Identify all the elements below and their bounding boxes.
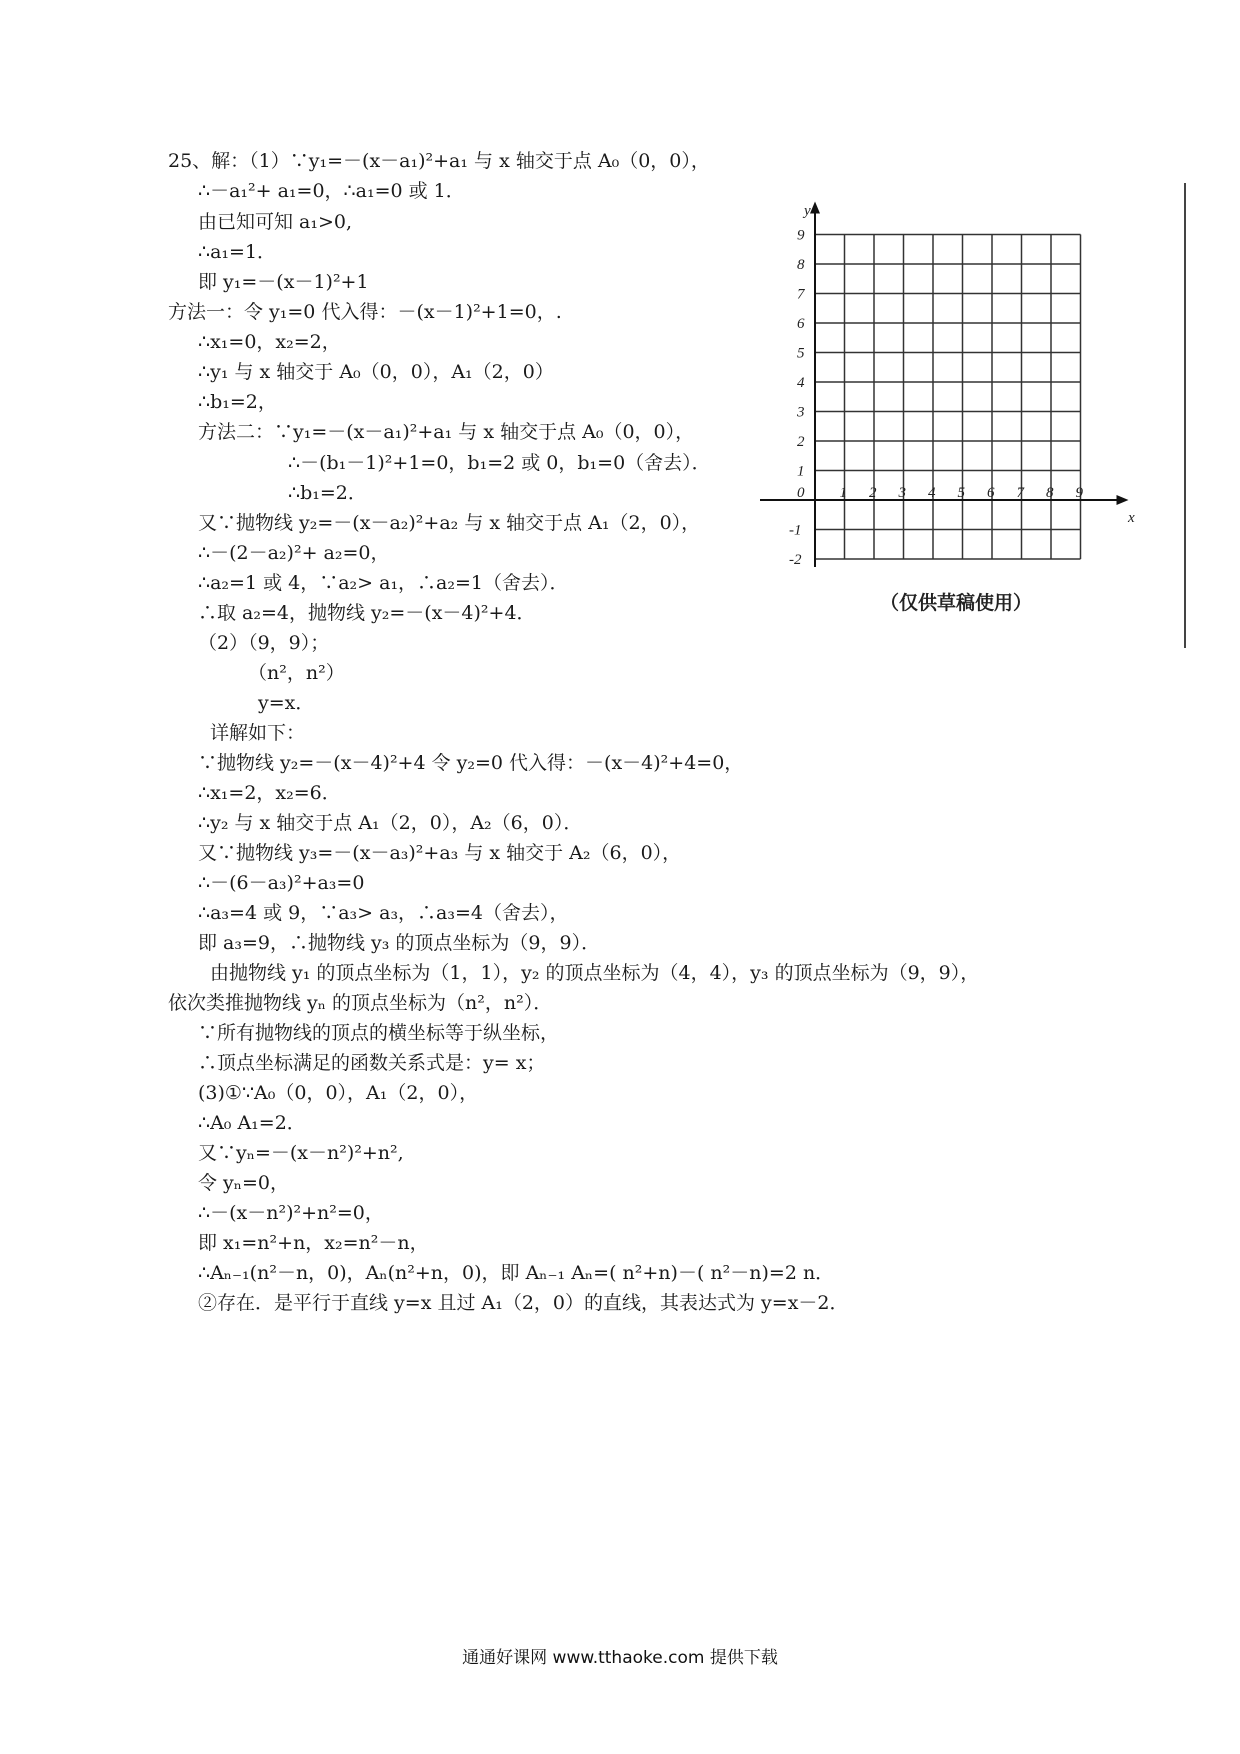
solution-line: ∴x₁=2，x₂=6． (198, 782, 341, 804)
x-tick-label: 9 (1075, 485, 1083, 501)
x-tick-label: 1 (839, 485, 847, 501)
y-tick-labels (789, 228, 806, 569)
solution-line: ∴－(x－n²)²+n²=0， (198, 1202, 384, 1224)
x-tick-label: 6 (987, 485, 995, 501)
page-footer: 通通好课网 www.tthaoke.com 提供下载 (462, 1648, 778, 1668)
solution-line: 令 yₙ=0， (198, 1172, 290, 1194)
solution-line: 由已知可知 a₁>0, (198, 211, 353, 233)
solution-line: ∵所有抛物线的顶点的横坐标等于纵坐标， (198, 1022, 560, 1044)
solution-line: ∴a₃=4 或 9，∵a₃> a₃，∴a₃=4（舍去）， (198, 902, 569, 924)
solution-line: ∴y₂ 与 x 轴交于点 A₁（2，0），A₂（6，0）． (198, 812, 583, 834)
solution-line: ∴b₁=2， (198, 391, 277, 413)
solution-line: ∴A₀ A₁=2． (198, 1112, 306, 1134)
y-axis-label: y (804, 203, 811, 219)
axes (760, 202, 1129, 568)
vertical-rule (1184, 183, 1186, 648)
solution-line: 依次类推抛物线 yₙ 的顶点坐标为（n²，n²）． (168, 992, 553, 1014)
grid-lines (815, 235, 1081, 560)
solution-line: ∴a₁=1． (198, 241, 277, 263)
solution-line: ∵抛物线 y₂=－(x－4)²+4 令 y₂=0 代入得：－(x－4)²+4=0， (198, 752, 744, 774)
solution-line: ∴取 a₂=4，抛物线 y₂=－(x－4)²+4． (198, 602, 536, 624)
x-tick-label: 4 (928, 485, 936, 501)
y-tick-label: 8 (797, 257, 805, 273)
x-axis-arrow (1117, 495, 1129, 505)
x-tick-label: 8 (1046, 485, 1054, 501)
solution-line: 即 x₁=n²+n，x₂=n²－n， (198, 1232, 429, 1254)
solution-line: 25、解：（1）∵y₁=－(x－a₁)²+a₁ 与 x 轴交于点 A₀（0，0）， (168, 150, 710, 172)
solution-line: 又∵yₙ=－(x－n²)²+n², (198, 1142, 404, 1164)
solution-line: ②存在．是平行于直线 y=x 且过 A₁（2，0）的直线，其表达式为 y=x－2． (198, 1292, 849, 1314)
y-tick-label: 2 (797, 434, 805, 450)
y-tick-label: 5 (797, 345, 805, 362)
solution-line: y=x． (258, 692, 315, 714)
coordinate-grid-figure (760, 200, 1160, 590)
solution-line: 方法二：∵y₁=－(x－a₁)²+a₁ 与 x 轴交于点 A₀（0，0）， (198, 421, 695, 443)
y-tick-label: 9 (797, 227, 805, 244)
solution-line: ∴x₁=0，x₂=2， (198, 331, 341, 353)
solution-line: ∴y₁ 与 x 轴交于 A₀（0，0），A₁（2，0） (198, 361, 554, 383)
solution-line: ∴a₂=1 或 4，∵a₂> a₁，∴a₂=1（舍去）． (198, 572, 569, 594)
y-tick-label: 7 (797, 286, 805, 303)
solution-line: ∴－a₁²+ a₁=0，∴a₁=0 或 1． (198, 180, 465, 202)
solution-line: 即 a₃=9，∴抛物线 y₃ 的顶点坐标为（9，9）． (198, 932, 601, 954)
y-tick-label: 6 (797, 316, 805, 332)
x-tick-label: 7 (1016, 485, 1024, 501)
x-tick-label: 5 (957, 485, 965, 501)
y-axis-arrow (810, 202, 820, 214)
solution-line: 详解如下： (210, 722, 306, 744)
y-tick-label: 3 (797, 404, 805, 421)
x-tick-label: 2 (869, 485, 877, 501)
solution-line: 即 y₁=－(x－1)²+1 (198, 271, 369, 293)
solution-line: （2）（9，9）； (198, 632, 330, 654)
solution-line: ∴－(2－a₂)²+ a₂=0， (198, 542, 390, 564)
solution-line: ∴b₁=2． (288, 482, 367, 504)
solution-line: （n²，n²） (248, 662, 345, 684)
solution-line: ∴Aₙ₋₁(n²－n，0)，Aₙ(n²+n，0)，即 Aₙ₋₁ Aₙ=( n²+n)－( n²－n)=2 n． (198, 1262, 835, 1284)
y-tick-label: -2 (789, 552, 802, 568)
y-tick-label: -1 (789, 522, 802, 539)
solution-line: ∴－(b₁－1)²+1=0，b₁=2 或 0，b₁=0（舍去）． (288, 452, 711, 474)
solution-line: ∴－(6－a₃)²+a₃=0 (198, 872, 365, 894)
y-tick-label: 4 (797, 375, 805, 391)
solution-line: ∴顶点坐标满足的函数关系式是：y= x； (198, 1052, 546, 1074)
x-tick-label: 3 (898, 485, 906, 501)
solution-line: 又∵抛物线 y₂=－(x－a₂)²+a₂ 与 x 轴交于点 A₁（2，0）， (198, 512, 701, 534)
figure-caption: （仅供草稿使用） (880, 592, 1033, 614)
y-tick-label: 1 (797, 463, 805, 480)
x-tick-labels (797, 485, 1084, 501)
solution-line: 方法一：令 y₁=0 代入得：－(x－1)²+1=0，. (168, 301, 562, 323)
solution-line: 由抛物线 y₁ 的顶点坐标为（1，1），y₂ 的顶点坐标为（4，4），y₃ 的顶点坐标为（9，9）， (210, 962, 980, 984)
solution-line: (3)①∵A₀（0，0），A₁（2，0）， (198, 1082, 479, 1104)
solution-line: 又∵抛物线 y₃=－(x－a₃)²+a₃ 与 x 轴交于 A₂（6，0）， (198, 842, 682, 864)
x-axis-label: x (1128, 510, 1135, 526)
x-tick-label: 0 (797, 485, 805, 501)
